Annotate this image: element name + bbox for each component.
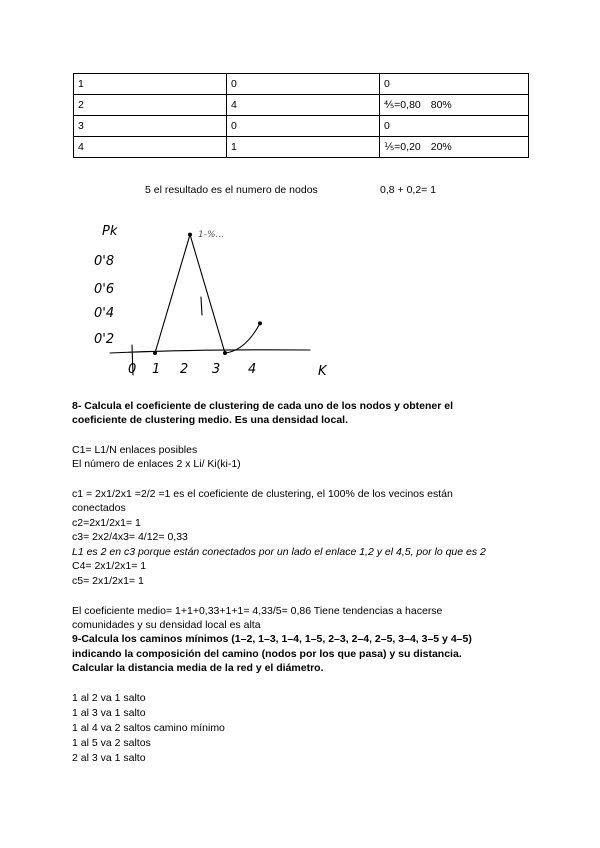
table-row [74,116,529,137]
plot-y-tick-0-4: 0'4 [94,306,115,321]
cell-fraction [380,74,529,95]
table-row [74,95,529,116]
path-item: 1 al 3 va 1 salto [72,707,146,719]
q8-line-7: L1 es 2 en c3 porque están conectados por un lado el enlace 1,2 y el 4,5, por lo que es 2 [72,546,486,558]
plot-curve [155,235,260,353]
plot-point-k2 [188,233,192,237]
plot-x-tick-3: 3 [212,362,221,377]
q9-title-line-3: Calcular la distancia media de la red y el diámetro. [72,662,324,674]
plot-y-tick-0-2: 0'2 [94,332,115,347]
plot-point-k1 [153,351,157,355]
cell-fraction [380,95,529,116]
plot-y-tick-0-8: 0'8 [94,254,115,269]
q8-line-3: c1 = 2x1/2x1 =2/2 =1 es el coeficiente de clustering, el 100% de los vecinos están [72,488,453,500]
path-item: 1 al 4 va 2 saltos camino mínimo [72,722,225,734]
table-row [74,74,529,95]
path-item: 1 al 2 va 1 salto [72,692,146,704]
plot-y-label: Pk [102,224,118,239]
percent-value: 20% [430,141,452,153]
cell-count: 1 [227,137,380,158]
q8-title-line-1: 8- Calcula el coeficiente de clustering de cada uno de los nodos y obtener el [72,400,454,412]
q8-line-6: c3= 2x2/4x3= 4/12= 0,33 [72,531,188,543]
fraction-value: 0 [384,120,390,132]
fraction-value: ⅘=0,80 [384,99,421,111]
plot-x-tick-4: 4 [248,362,257,377]
plot-x-label: K [318,364,327,379]
plot-mark [201,297,202,315]
path-item: 2 al 3 va 1 salto [72,752,146,764]
cell-count: 0 [227,74,380,95]
plot-note: 1-%... [198,230,225,240]
q8-line-2: El número de enlaces 2 x Li/ Ki(ki-1) [72,458,241,470]
cell-count: 4 [227,95,380,116]
q8-line-9: c5= 2x1/2x1= 1 [72,575,144,587]
q8-line-10: El coeficiente medio= 1+1+0,33+1+1= 4,33/5= 0,86 Tiene tendencias a hacerse [72,605,443,617]
plot-x-tick-2: 2 [180,362,189,377]
summary-sum: 0,8 + 0,2= 1 [380,184,437,196]
q8-line-5: c2=2x1/2x1= 1 [72,517,141,529]
q8-line-11: comunidades y su densidad local es alta [72,619,261,631]
hand-drawn-degree-plot [80,215,340,380]
degree-distribution-table [73,73,529,158]
q8-line-4: conectados [72,502,126,514]
fraction-value: ⅕=0,20 [384,141,421,153]
q9-title-line-1: 9-Calcula los caminos mínimos (1–2, 1–3, 1–4, 1–5, 2–3, 2–4, 2–5, 3–4, 3–5 y 4–5) [72,633,472,645]
cell-degree: 2 [74,95,227,116]
q8-line-1: C1= L1/N enlaces posibles [72,444,198,456]
fraction-value: 0 [384,78,390,90]
q9-title-line-2: indicando la composición del camino (nodos por los que pasa) y su distancia. [72,648,462,660]
cell-count: 0 [227,116,380,137]
cell-degree: 4 [74,137,227,158]
plot-point-k3 [223,351,227,355]
cell-fraction [380,116,529,137]
q8-title-line-2: coeficiente de clustering medio. Es una densidad local. [72,414,348,426]
percent-value: 80% [430,99,452,111]
plot-y-tick-0-6: 0'6 [94,282,115,297]
q8-line-8: C4= 2x1/2x1= 1 [72,560,147,572]
plot-point-k4 [258,321,262,325]
summary-text: 5 el resultado es el numero de nodos [145,184,318,196]
plot-x-tick-1: 1 [152,362,161,377]
plot-x-tick-0: 0 [128,362,137,377]
table-row [74,137,529,158]
plot-x-axis [110,350,310,353]
cell-fraction [380,137,529,158]
path-item: 1 al 5 va 2 saltos [72,737,151,749]
cell-degree: 1 [74,74,227,95]
cell-degree: 3 [74,116,227,137]
